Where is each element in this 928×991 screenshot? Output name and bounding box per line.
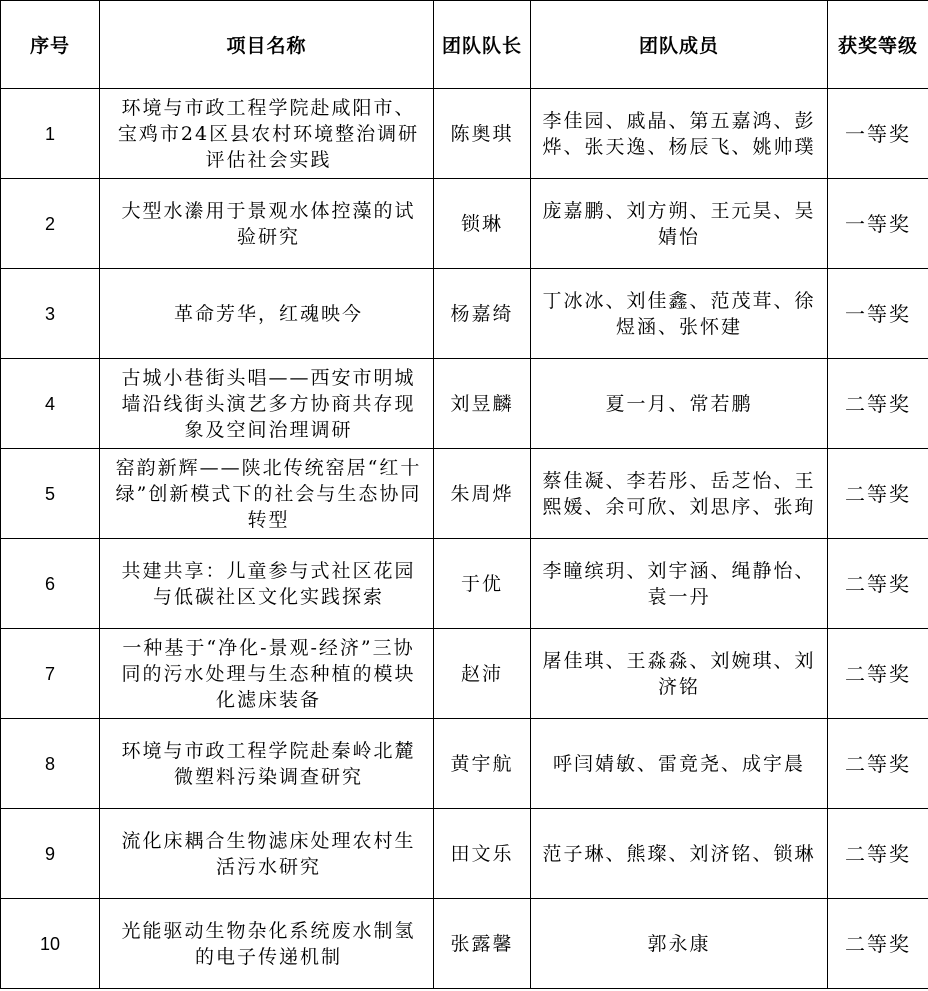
header-row <box>1 1 928 89</box>
header-index: 序号 <box>1 1 100 89</box>
row-members: 李瞳缤玥、刘宇涵、绳静怡、袁一丹 <box>531 539 828 629</box>
row-leader: 黄宇航 <box>434 719 531 809</box>
header-project: 项目名称 <box>100 1 434 89</box>
row-award: 一等奖 <box>828 179 928 269</box>
row-members: 郭永康 <box>531 899 828 989</box>
header-leader: 团队队长 <box>434 1 531 89</box>
row-members: 丁冰冰、刘佳鑫、范茂茸、徐煜涵、张怀建 <box>531 269 828 359</box>
row-index: 5 <box>1 449 100 539</box>
row-members: 范子琳、熊璨、刘济铭、锁琳 <box>531 809 828 899</box>
row-leader: 赵沛 <box>434 629 531 719</box>
row-project: 古城小巷街头唱——西安市明城墙沿线街头演艺多方协商共存现象及空间治理调研 <box>100 359 434 449</box>
table-row <box>1 809 928 899</box>
row-leader: 刘昱麟 <box>434 359 531 449</box>
row-index: 7 <box>1 629 100 719</box>
row-index: 9 <box>1 809 100 899</box>
row-project: 光能驱动生物杂化系统废水制氢的电子传递机制 <box>100 899 434 989</box>
row-members: 蔡佳凝、李若彤、岳芝怡、王熙媛、余可欣、刘思序、张珣 <box>531 449 828 539</box>
header-members: 团队成员 <box>531 1 828 89</box>
row-project: 革命芳华，红魂映今 <box>100 269 434 359</box>
row-index: 3 <box>1 269 100 359</box>
row-award: 一等奖 <box>828 269 928 359</box>
row-leader: 朱周烨 <box>434 449 531 539</box>
row-members: 夏一月、常若鹏 <box>531 359 828 449</box>
row-award: 二等奖 <box>828 359 928 449</box>
row-award: 二等奖 <box>828 629 928 719</box>
row-award: 二等奖 <box>828 449 928 539</box>
table-row <box>1 269 928 359</box>
row-project: 环境与市政工程学院赴秦岭北麓微塑料污染调查研究 <box>100 719 434 809</box>
row-award: 一等奖 <box>828 89 928 179</box>
row-award: 二等奖 <box>828 899 928 989</box>
row-index: 2 <box>1 179 100 269</box>
row-members: 李佳园、戚晶、第五嘉鸿、彭烨、张天逸、杨辰飞、姚帅璞 <box>531 89 828 179</box>
table-row <box>1 719 928 809</box>
row-project: 共建共享：儿童参与式社区花园与低碳社区文化实践探索 <box>100 539 434 629</box>
row-members: 庞嘉鹏、刘方朔、王元昊、吴婧怡 <box>531 179 828 269</box>
row-leader: 杨嘉绮 <box>434 269 531 359</box>
row-project: 环境与市政工程学院赴咸阳市、宝鸡市24区县农村环境整治调研评估社会实践 <box>100 89 434 179</box>
row-index: 8 <box>1 719 100 809</box>
row-leader: 陈奥琪 <box>434 89 531 179</box>
row-members: 屠佳琪、王淼淼、刘婉琪、刘济铭 <box>531 629 828 719</box>
table-row <box>1 179 928 269</box>
table-row <box>1 539 928 629</box>
table-row <box>1 629 928 719</box>
row-project: 窑韵新辉——陕北传统窑居“红十绿”创新模式下的社会与生态协同转型 <box>100 449 434 539</box>
table-row <box>1 449 928 539</box>
table-row <box>1 89 928 179</box>
row-award: 二等奖 <box>828 809 928 899</box>
table-row <box>1 359 928 449</box>
row-leader: 于优 <box>434 539 531 629</box>
row-award: 二等奖 <box>828 719 928 809</box>
row-index: 6 <box>1 539 100 629</box>
row-project: 大型水潫用于景观水体控藻的试验研究 <box>100 179 434 269</box>
row-members: 呼闫婧敏、雷竟尧、成宇晨 <box>531 719 828 809</box>
row-project: 一种基于“净化-景观-经济”三协同的污水处理与生态种植的模块化滤床装备 <box>100 629 434 719</box>
row-project: 流化床耦合生物滤床处理农村生活污水研究 <box>100 809 434 899</box>
row-leader: 张露馨 <box>434 899 531 989</box>
row-leader: 田文乐 <box>434 809 531 899</box>
row-award: 二等奖 <box>828 539 928 629</box>
row-index: 1 <box>1 89 100 179</box>
table-row <box>1 899 928 989</box>
row-index: 10 <box>1 899 100 989</box>
header-award: 获奖等级 <box>828 1 928 89</box>
row-leader: 锁琳 <box>434 179 531 269</box>
row-index: 4 <box>1 359 100 449</box>
